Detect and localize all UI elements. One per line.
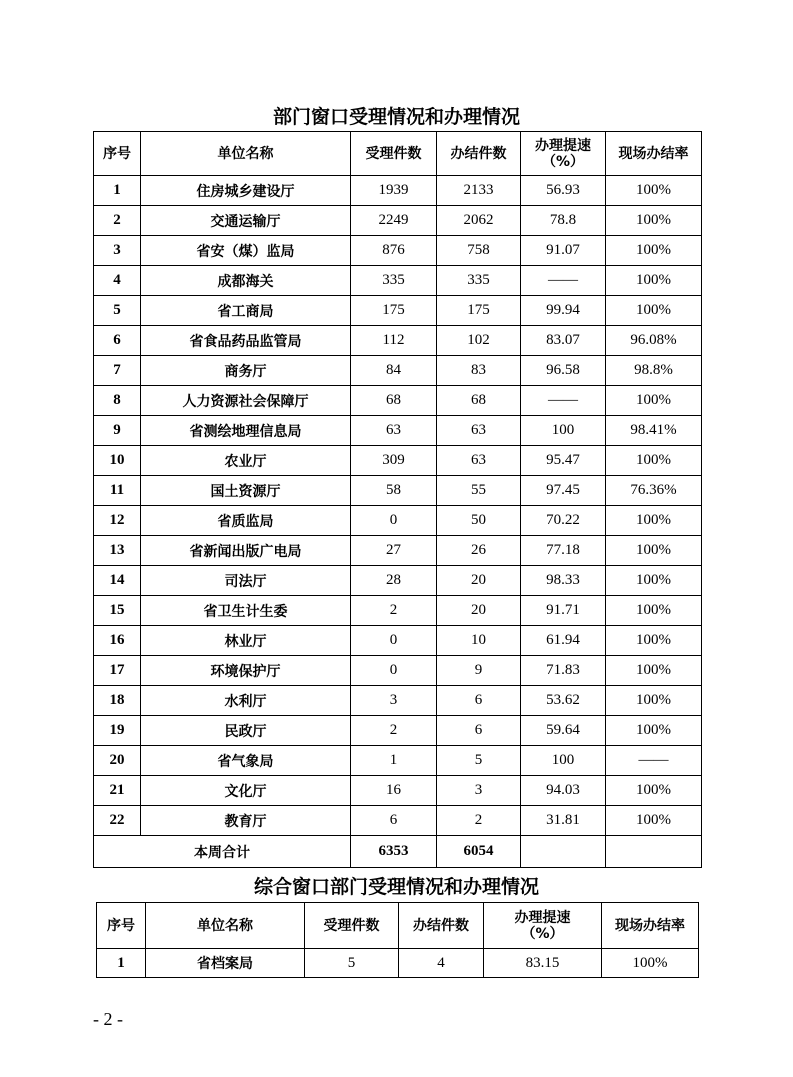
table-row <box>94 326 702 356</box>
row-index: 16 <box>94 626 141 656</box>
row-completed: 10 <box>437 626 521 656</box>
row-completed: 20 <box>437 596 521 626</box>
row-index: 10 <box>94 446 141 476</box>
row-accepted: 876 <box>351 236 437 266</box>
row-unit-name: 省新闻出版广电局 <box>141 536 351 566</box>
header-speedup-line1: 办理提速 <box>514 909 571 926</box>
row-unit-name: 省食品药品监管局 <box>141 326 351 356</box>
row-completed: 83 <box>437 356 521 386</box>
row-onsite-rate: 100% <box>606 566 702 596</box>
row-unit-name: 成都海关 <box>141 266 351 296</box>
row-completed: 5 <box>437 746 521 776</box>
row-index: 9 <box>94 416 141 446</box>
row-speedup: 96.58 <box>521 356 606 386</box>
row-accepted: 335 <box>351 266 437 296</box>
total-completed: 6054 <box>437 836 521 868</box>
row-onsite-rate: 100% <box>606 296 702 326</box>
row-completed: 6 <box>437 716 521 746</box>
row-accepted: 5 <box>305 949 399 978</box>
table-row <box>94 416 702 446</box>
row-onsite-rate: 98.8% <box>606 356 702 386</box>
row-unit-name: 省档案局 <box>146 949 305 978</box>
row-completed: 2062 <box>437 206 521 236</box>
row-onsite-rate: 100% <box>606 266 702 296</box>
row-speedup: 91.07 <box>521 236 606 266</box>
row-completed: 20 <box>437 566 521 596</box>
row-unit-name: 省气象局 <box>141 746 351 776</box>
row-index: 13 <box>94 536 141 566</box>
row-unit-name: 交通运输厅 <box>141 206 351 236</box>
row-speedup: —— <box>521 266 606 296</box>
table-header-row <box>97 903 699 949</box>
header-index: 序号 <box>94 132 141 176</box>
row-unit-name: 省卫生计生委 <box>141 596 351 626</box>
row-speedup: 77.18 <box>521 536 606 566</box>
row-onsite-rate: 98.41% <box>606 416 702 446</box>
row-onsite-rate: 100% <box>606 536 702 566</box>
row-unit-name: 省测绘地理信息局 <box>141 416 351 446</box>
row-index: 1 <box>97 949 146 978</box>
row-completed: 9 <box>437 656 521 686</box>
main-table-title: 部门窗口受理情况和办理情况 <box>272 106 520 128</box>
row-onsite-rate: 100% <box>606 506 702 536</box>
row-speedup: 95.47 <box>521 446 606 476</box>
row-index: 3 <box>94 236 141 266</box>
row-onsite-rate: 96.08% <box>606 326 702 356</box>
row-completed: 2133 <box>437 176 521 206</box>
row-completed: 6 <box>437 686 521 716</box>
row-unit-name: 林业厅 <box>141 626 351 656</box>
row-accepted: 309 <box>351 446 437 476</box>
row-index: 20 <box>94 746 141 776</box>
row-unit-name: 农业厅 <box>141 446 351 476</box>
row-unit-name: 环境保护厅 <box>141 656 351 686</box>
row-speedup: 59.64 <box>521 716 606 746</box>
row-onsite-rate: 100% <box>606 686 702 716</box>
header-speedup <box>484 903 602 949</box>
row-speedup: 94.03 <box>521 776 606 806</box>
table-row <box>94 206 702 236</box>
row-speedup: 91.71 <box>521 596 606 626</box>
row-index: 11 <box>94 476 141 506</box>
row-accepted: 1939 <box>351 176 437 206</box>
table-row <box>94 716 702 746</box>
row-onsite-rate: 100% <box>606 806 702 836</box>
row-completed: 2 <box>437 806 521 836</box>
row-index: 18 <box>94 686 141 716</box>
header-accepted: 受理件数 <box>351 132 437 176</box>
header-unit: 单位名称 <box>146 903 305 949</box>
table-row <box>94 476 702 506</box>
row-speedup: 100 <box>521 416 606 446</box>
table-row <box>94 296 702 326</box>
table-row <box>94 566 702 596</box>
header-completed: 办结件数 <box>399 903 484 949</box>
row-completed: 26 <box>437 536 521 566</box>
row-speedup: 98.33 <box>521 566 606 596</box>
row-accepted: 175 <box>351 296 437 326</box>
row-accepted: 0 <box>351 626 437 656</box>
table-row <box>94 776 702 806</box>
row-onsite-rate: 100% <box>606 236 702 266</box>
row-unit-name: 国土资源厅 <box>141 476 351 506</box>
row-speedup: 61.94 <box>521 626 606 656</box>
row-onsite-rate: 100% <box>602 949 699 978</box>
row-onsite-rate: 100% <box>606 626 702 656</box>
table-row <box>97 949 699 978</box>
header-accepted: 受理件数 <box>305 903 399 949</box>
table-row <box>94 626 702 656</box>
row-index: 7 <box>94 356 141 386</box>
row-index: 22 <box>94 806 141 836</box>
table-row <box>94 236 702 266</box>
row-speedup: 53.62 <box>521 686 606 716</box>
row-onsite-rate: 100% <box>606 176 702 206</box>
header-speedup <box>521 132 606 176</box>
row-onsite-rate: 100% <box>606 596 702 626</box>
row-accepted: 3 <box>351 686 437 716</box>
row-onsite-rate: 100% <box>606 206 702 236</box>
row-index: 21 <box>94 776 141 806</box>
table-row <box>94 266 702 296</box>
row-completed: 175 <box>437 296 521 326</box>
row-unit-name: 省质监局 <box>141 506 351 536</box>
row-index: 14 <box>94 566 141 596</box>
row-unit-name: 司法厅 <box>141 566 351 596</box>
row-accepted: 1 <box>351 746 437 776</box>
row-speedup: 71.83 <box>521 656 606 686</box>
row-unit-name: 文化厅 <box>141 776 351 806</box>
total-speedup-empty <box>521 836 606 868</box>
row-onsite-rate: 100% <box>606 446 702 476</box>
row-unit-name: 人力资源社会保障厅 <box>141 386 351 416</box>
row-index: 5 <box>94 296 141 326</box>
row-speedup: 83.07 <box>521 326 606 356</box>
row-speedup: 99.94 <box>521 296 606 326</box>
table-row <box>94 506 702 536</box>
row-completed: 68 <box>437 386 521 416</box>
comprehensive-table-title: 综合窗口部门受理情况和办理情况 <box>253 876 539 898</box>
row-onsite-rate: 100% <box>606 386 702 416</box>
row-speedup: 83.15 <box>484 949 602 978</box>
row-unit-name: 省安（煤）监局 <box>141 236 351 266</box>
header-completed: 办结件数 <box>437 132 521 176</box>
row-accepted: 0 <box>351 506 437 536</box>
total-row <box>94 836 702 868</box>
total-accepted: 6353 <box>351 836 437 868</box>
row-index: 8 <box>94 386 141 416</box>
table-row <box>94 596 702 626</box>
row-accepted: 28 <box>351 566 437 596</box>
row-unit-name: 住房城乡建设厅 <box>141 176 351 206</box>
table-row <box>94 176 702 206</box>
row-index: 19 <box>94 716 141 746</box>
row-accepted: 6 <box>351 806 437 836</box>
row-unit-name: 省工商局 <box>141 296 351 326</box>
row-unit-name: 水利厅 <box>141 686 351 716</box>
header-speedup-line2: （%） <box>521 925 564 942</box>
row-onsite-rate: —— <box>606 746 702 776</box>
row-onsite-rate: 100% <box>606 716 702 746</box>
row-speedup: 100 <box>521 746 606 776</box>
row-accepted: 2 <box>351 596 437 626</box>
row-accepted: 63 <box>351 416 437 446</box>
row-speedup: —— <box>521 386 606 416</box>
row-speedup: 78.8 <box>521 206 606 236</box>
row-completed: 4 <box>399 949 484 978</box>
page-number: - 2 - <box>93 1009 123 1029</box>
row-completed: 63 <box>437 416 521 446</box>
row-index: 2 <box>94 206 141 236</box>
row-completed: 3 <box>437 776 521 806</box>
header-unit: 单位名称 <box>141 132 351 176</box>
row-completed: 50 <box>437 506 521 536</box>
row-accepted: 0 <box>351 656 437 686</box>
row-speedup: 31.81 <box>521 806 606 836</box>
row-accepted: 2249 <box>351 206 437 236</box>
row-onsite-rate: 100% <box>606 656 702 686</box>
row-accepted: 68 <box>351 386 437 416</box>
row-index: 4 <box>94 266 141 296</box>
row-accepted: 27 <box>351 536 437 566</box>
row-completed: 335 <box>437 266 521 296</box>
row-onsite-rate: 100% <box>606 776 702 806</box>
row-unit-name: 民政厅 <box>141 716 351 746</box>
table-header-row <box>94 132 702 176</box>
row-accepted: 16 <box>351 776 437 806</box>
row-index: 1 <box>94 176 141 206</box>
table-row <box>94 746 702 776</box>
header-speedup-line2: （%） <box>541 153 585 170</box>
row-accepted: 58 <box>351 476 437 506</box>
table-row <box>94 806 702 836</box>
total-label: 本周合计 <box>94 836 351 868</box>
row-speedup: 70.22 <box>521 506 606 536</box>
header-onsite-rate: 现场办结率 <box>606 132 702 176</box>
table-row <box>94 356 702 386</box>
comprehensive-window-table <box>96 902 699 978</box>
header-speedup-line1: 办理提速 <box>535 137 591 154</box>
total-onsite-empty <box>606 836 702 868</box>
row-index: 15 <box>94 596 141 626</box>
row-index: 12 <box>94 506 141 536</box>
table-row <box>94 686 702 716</box>
table-row <box>94 536 702 566</box>
table-row <box>94 386 702 416</box>
row-accepted: 84 <box>351 356 437 386</box>
row-completed: 758 <box>437 236 521 266</box>
row-accepted: 2 <box>351 716 437 746</box>
row-completed: 102 <box>437 326 521 356</box>
department-window-table <box>93 131 702 868</box>
header-index: 序号 <box>97 903 146 949</box>
row-onsite-rate: 76.36% <box>606 476 702 506</box>
row-unit-name: 教育厅 <box>141 806 351 836</box>
row-speedup: 97.45 <box>521 476 606 506</box>
row-accepted: 112 <box>351 326 437 356</box>
header-onsite-rate: 现场办结率 <box>602 903 699 949</box>
row-speedup: 56.93 <box>521 176 606 206</box>
table-row <box>94 446 702 476</box>
table-row <box>94 656 702 686</box>
row-index: 6 <box>94 326 141 356</box>
row-index: 17 <box>94 656 141 686</box>
row-unit-name: 商务厅 <box>141 356 351 386</box>
row-completed: 55 <box>437 476 521 506</box>
row-completed: 63 <box>437 446 521 476</box>
